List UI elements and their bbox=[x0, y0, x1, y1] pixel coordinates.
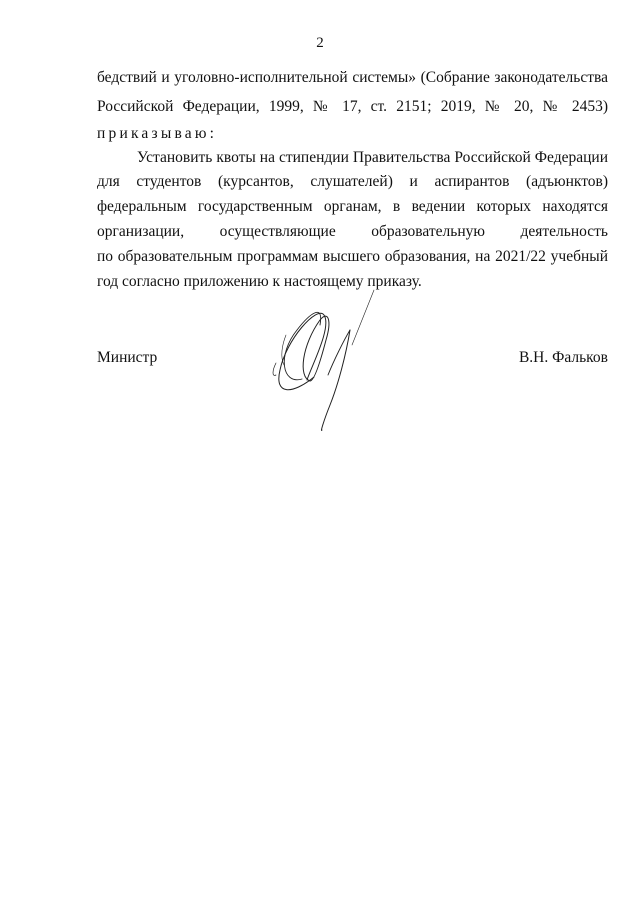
body-line-8: по образовательным программам высшего образования, на 2021/22 учебный bbox=[97, 248, 608, 265]
body-line-6: федеральным государственным органам, в ведении которых находятся bbox=[97, 198, 608, 215]
page-number: 2 bbox=[316, 35, 324, 51]
signatory-name: В.Н. Фальков bbox=[518, 349, 608, 366]
body-line-4: Установить квоты на стипендии Правительства Российской Федерации bbox=[137, 149, 608, 166]
handwritten-signature bbox=[262, 285, 382, 435]
body-line-7: организации, осуществляющие образовательную деятельность bbox=[97, 223, 608, 240]
body-line-1: бедствий и уголовно-исполнительной системы» (Собрание законодательства bbox=[97, 69, 608, 86]
signatory-position: Министр bbox=[97, 349, 158, 366]
body-line-2: Российской Федерации, 1999, № 17, ст. 2151; 2019, № 20, № 2453) bbox=[97, 98, 608, 115]
order-word: приказываю: bbox=[97, 125, 218, 142]
body-line-5: для студентов (курсантов, слушателей) и аспирантов (адъюнктов) bbox=[97, 173, 608, 190]
body-line-9: год согласно приложению к настоящему приказу. bbox=[97, 273, 422, 290]
